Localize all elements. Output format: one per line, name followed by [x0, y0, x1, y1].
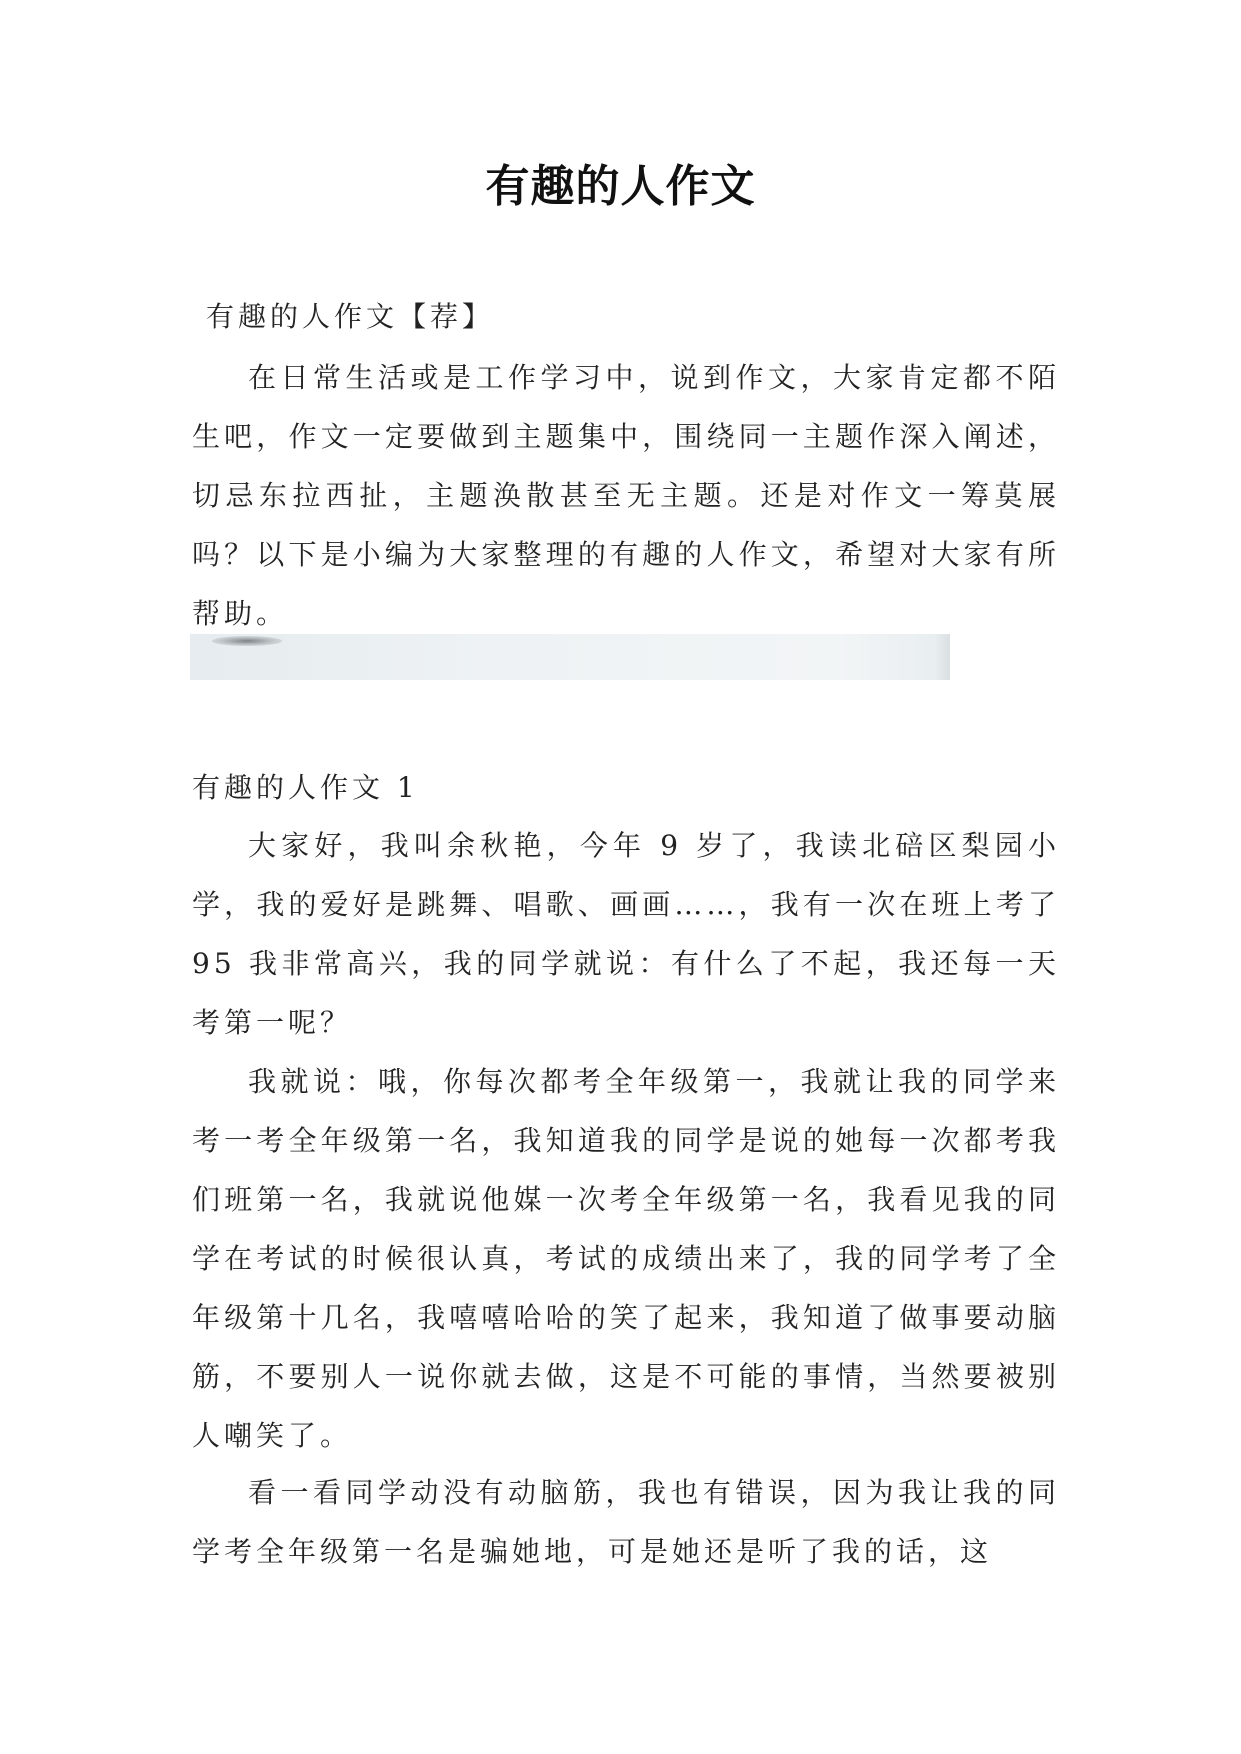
intro-paragraph: 在日常生活或是工作学习中，说到作文，大家肯定都不陌生吧，作文一定要做到主题集中，围绕同一主题作深入阐述，切忌东拉西扯，主题涣散甚至无主题。还是对作文一筹莫展吗？以下是小编为大家整理的有趣的人作文，希望对大家有所帮助。	[192, 361, 1060, 630]
body-paragraph-1: 大家好，我叫余秋艳，今年 9 岁了，我读北碚区梨园小学，我的爱好是跳舞、唱歌、画画……，我有一次在班上考了 95 我非常高兴，我的同学就说：有什么了不起，我还每一天考第一呢？	[192, 829, 1060, 1039]
banner-smudge	[212, 636, 282, 646]
body-paragraph-3: 看一看同学动没有动脑筋，我也有错误，因为我让我的同学考全年级第一名是骗她地，可是她还是听了我的话，这	[192, 1476, 1060, 1568]
section-heading: 有趣的人作文 1	[192, 771, 419, 804]
document-title: 有趣的人作文	[485, 161, 756, 212]
body-paragraph-2: 我就说：哦，你每次都考全年级第一，我就让我的同学来考一考全年级第一名，我知道我的同学是说的她每一次都考我们班第一名，我就说他媒一次考全年级第一名，我看见我的同学在考试的时候很认真，考试的成绩出来了，我的同学考了全年级第十几名，我嘻嘻哈哈的笑了起来，我知道了做事要动脑筋，不要别人一说你就去做，这是不可能的事情，当然要被别人嘲笑了。	[192, 1065, 1060, 1452]
document-subtitle: 有趣的人作文【荐】	[206, 300, 495, 333]
banner-image	[190, 634, 950, 680]
